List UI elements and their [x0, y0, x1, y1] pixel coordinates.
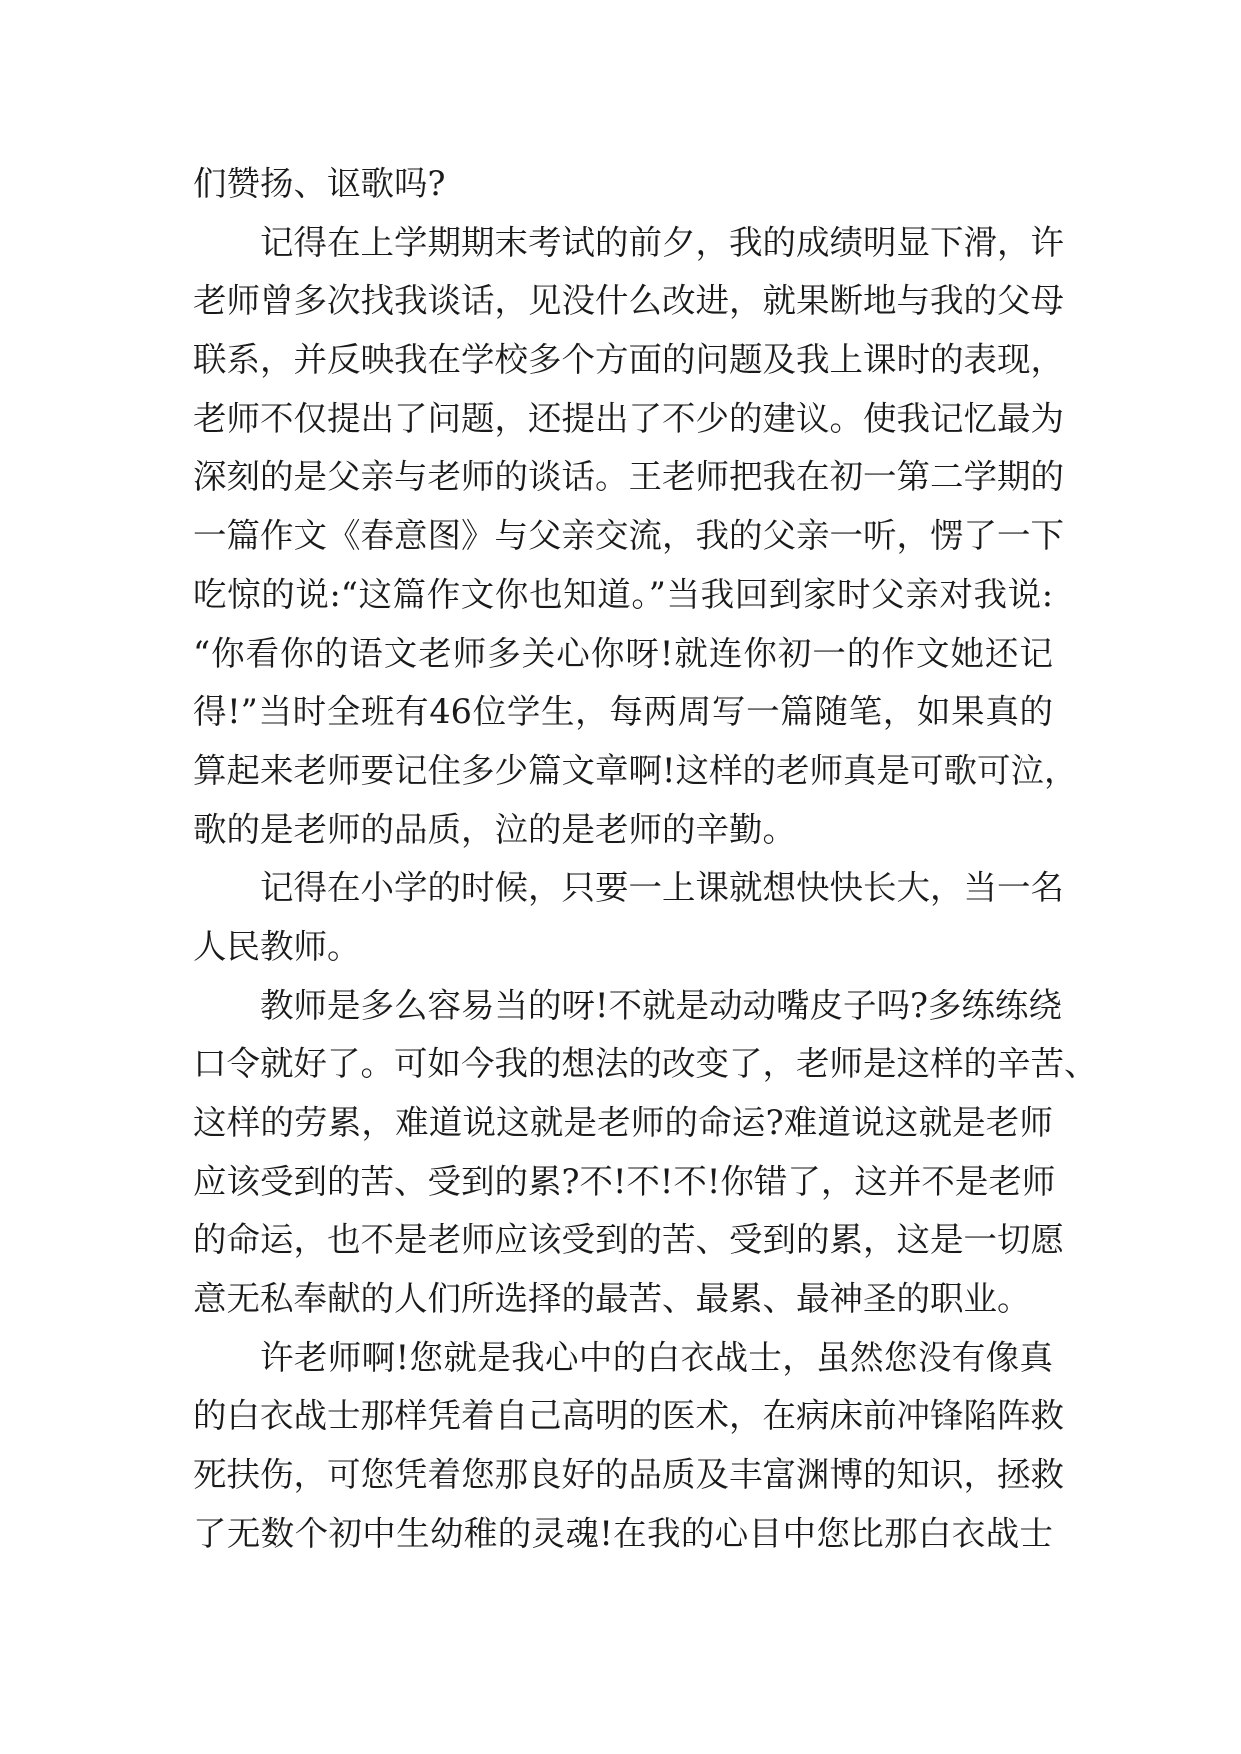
- paragraph: [193, 1329, 1064, 1564]
- text-line: 了无数个初中生幼稚的灵魂!在我的心目中您比那白衣战士: [193, 1513, 1053, 1553]
- text-line: 联系，并反映我在学校多个方面的问题及我上课时的表现，: [193, 340, 1064, 380]
- text-line: 深刻的是父亲与老师的谈话。王老师把我在初一第二学期的: [193, 457, 1064, 497]
- text-line: 歌的是老师的品质，泣的是老师的辛勤。: [193, 809, 796, 849]
- text-line: 的白衣战士那样凭着自己高明的医术，在病床前冲锋陷阵救: [193, 1396, 1064, 1436]
- text-line: 老师不仅提出了问题，还提出了不少的建议。使我记忆最为: [193, 398, 1064, 438]
- paragraph: [193, 859, 1064, 976]
- paragraph: [193, 155, 1053, 214]
- text-line: 口令就好了。可如今我的想法的改变了，老师是这样的辛苦、: [193, 1044, 1098, 1084]
- text-line: 意无私奉献的人们所选择的最苦、最累、最神圣的职业。: [193, 1279, 1031, 1319]
- text-line: 算起来老师要记住多少篇文章啊!这样的老师真是可歌可泣，: [193, 750, 1078, 790]
- text-line: 教师是多么容易当的呀!不就是动动嘴皮子吗?多练练绕: [260, 985, 1062, 1025]
- paragraph: [193, 977, 1098, 1329]
- text-line: 这样的劳累，难道说这就是老师的命运?难道说这就是老师: [193, 1103, 1053, 1142]
- text-line: 老师曾多次找我谈话，见没什么改进，就果断地与我的父母: [193, 281, 1064, 321]
- text-line: 吃惊的说:“这篇作文你也知道。”当我回到家时父亲对我说:: [193, 574, 1053, 614]
- text-line: 应该受到的苦、受到的累?不!不!不!你错了，这并不是老师: [193, 1161, 1056, 1201]
- paragraph: [193, 214, 1078, 860]
- text-line: 死扶伤，可您凭着您那良好的品质及丰富渊博的知识，拯救: [193, 1455, 1064, 1495]
- text-line: “你看你的语文老师多关心你呀!就连你初一的作文她还记: [193, 633, 1053, 673]
- text-line: 得!”当时全班有46位学生，每两周写一篇随笔，如果真的: [193, 692, 1053, 732]
- document-body: [193, 155, 1098, 1564]
- text-line: 们赞扬、讴歌吗?: [193, 164, 446, 203]
- text-line: 的命运，也不是老师应该受到的苦、受到的累，这是一切愿: [193, 1220, 1064, 1260]
- text-line: 一篇作文《春意图》与父亲交流，我的父亲一听，愣了一下: [193, 516, 1064, 556]
- text-line: 记得在上学期期末考试的前夕，我的成绩明显下滑，许: [260, 222, 1064, 262]
- text-line: 人民教师。: [193, 926, 361, 966]
- text-line: 许老师啊!您就是我心中的白衣战士，虽然您没有像真: [260, 1337, 1053, 1377]
- text-line: 记得在小学的时候，只要一上课就想快快长大，当一名: [260, 868, 1064, 908]
